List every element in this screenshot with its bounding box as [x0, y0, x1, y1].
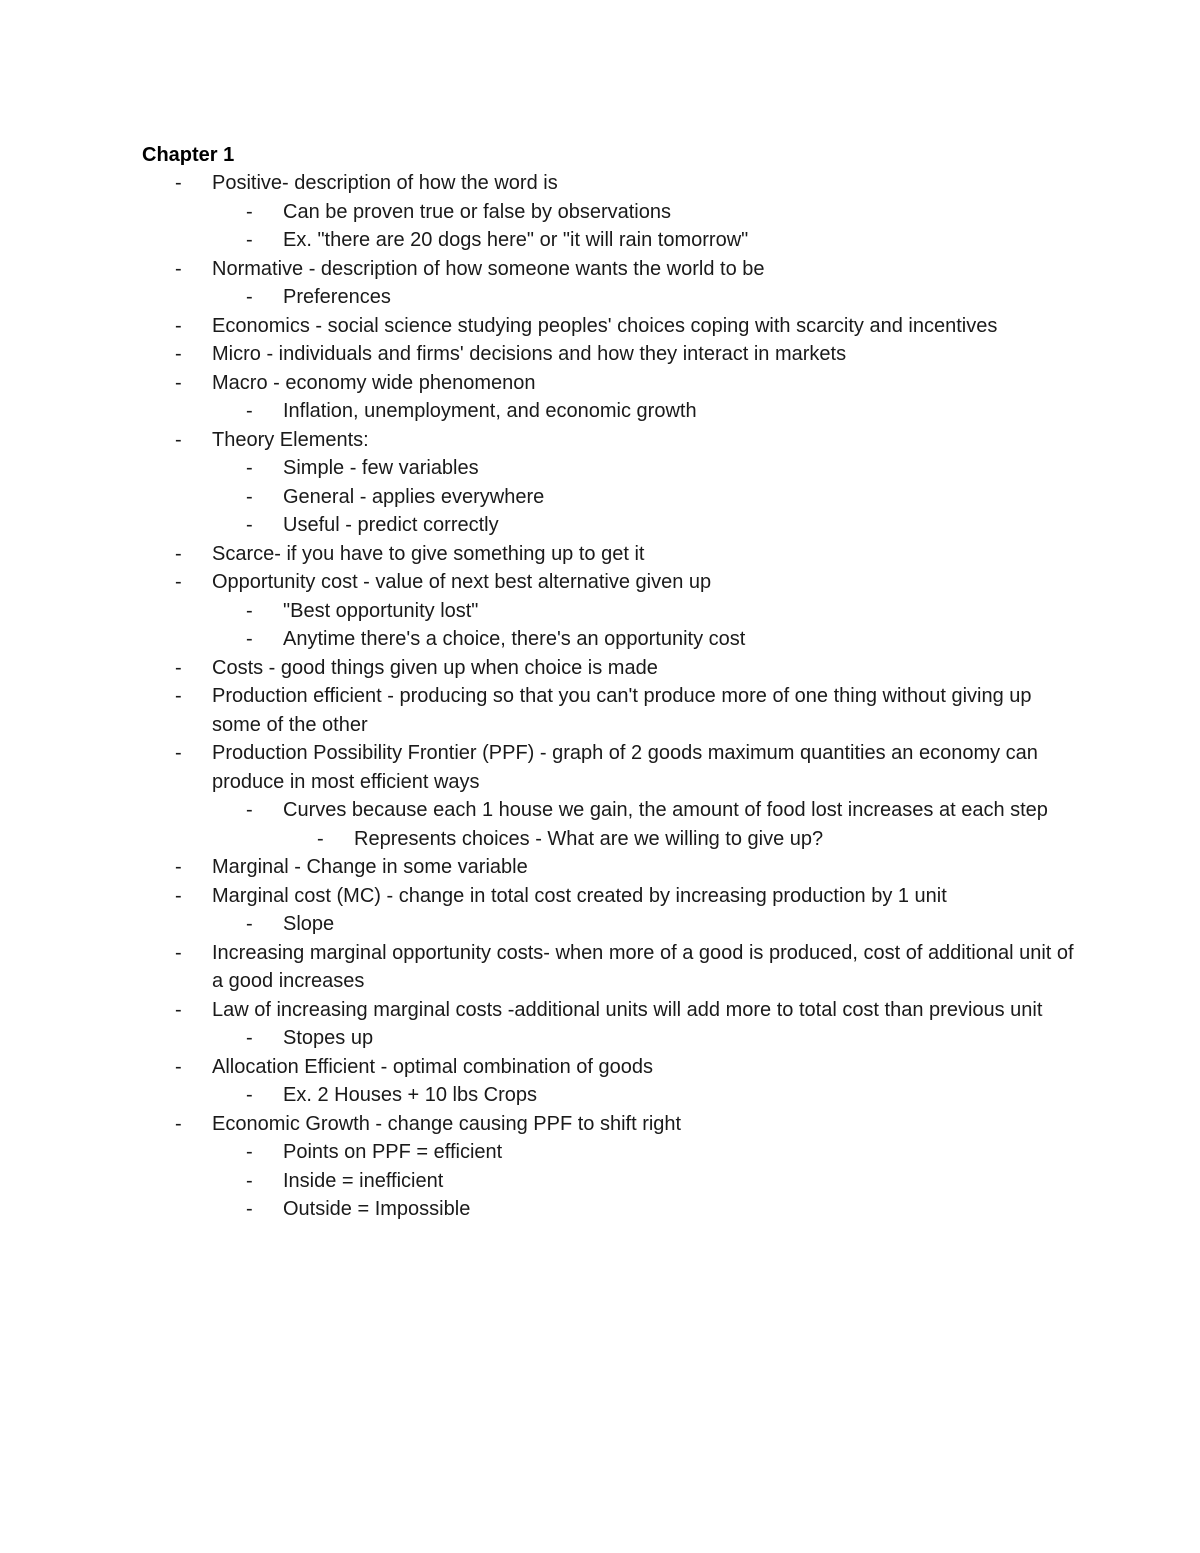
list-item	[142, 454, 1082, 483]
notes-body	[142, 141, 1082, 1224]
list-item-text: Stopes up	[283, 1027, 374, 1049]
list-item-text: Allocation Efficient - optimal combination of goods	[212, 1055, 653, 1078]
list-item-text: Law of increasing marginal costs -additional units will add more to total cost than previous unit	[212, 998, 1043, 1021]
list-item	[142, 312, 1082, 341]
list-item	[142, 340, 1082, 369]
bullet-dash: -	[246, 1198, 253, 1220]
chapter-heading: Chapter 1	[142, 144, 235, 166]
list-item	[142, 1195, 1082, 1224]
list-item	[142, 853, 1082, 882]
list-item	[142, 1167, 1082, 1196]
list-item	[142, 682, 1082, 739]
bullet-dash: -	[246, 514, 253, 536]
bullet-dash: -	[246, 1084, 253, 1106]
list-item-text: Normative - description of how someone wants the world to be	[212, 257, 765, 280]
bullet-dash: -	[175, 428, 182, 451]
bullet-dash: -	[246, 400, 253, 422]
list-item	[142, 1081, 1082, 1110]
list-item	[142, 169, 1082, 198]
bullet-list	[142, 169, 1082, 1224]
bullet-dash: -	[175, 941, 182, 964]
list-item	[142, 1138, 1082, 1167]
list-item-text: Inside = inefficient	[283, 1169, 444, 1192]
list-item-text: Opportunity cost - value of next best alternative given up	[212, 571, 712, 593]
list-item-text: Marginal cost (MC) - change in total cost created by increasing production by 1 unit	[212, 884, 947, 907]
bullet-dash: -	[246, 628, 253, 650]
list-item-text: Curves because each 1 house we gain, the amount of food lost increases at each step	[283, 799, 1048, 821]
bullet-dash: -	[246, 1027, 253, 1049]
bullet-dash: -	[246, 485, 253, 508]
list-item	[142, 739, 1082, 796]
list-item	[142, 597, 1082, 626]
bullet-dash: -	[175, 742, 182, 764]
list-item	[142, 369, 1082, 398]
list-item	[142, 796, 1082, 825]
bullet-dash: -	[175, 343, 182, 365]
list-item	[142, 882, 1082, 911]
list-item	[142, 198, 1082, 227]
bullet-dash: -	[246, 913, 253, 935]
list-item-text: Scarce- if you have to give something up to get it	[212, 542, 645, 565]
list-item-text: Preferences	[283, 286, 391, 308]
list-item	[142, 255, 1082, 284]
bullet-dash: -	[246, 229, 253, 251]
list-item	[142, 540, 1082, 569]
list-item-text: Ex. 2 Houses + 10 lbs Crops	[283, 1084, 538, 1106]
bullet-dash: -	[175, 884, 182, 907]
list-item-text: Theory Elements:	[212, 428, 369, 451]
list-item	[142, 483, 1082, 512]
bullet-dash: -	[175, 542, 182, 565]
list-item	[142, 1053, 1082, 1082]
bullet-dash: -	[175, 172, 182, 194]
bullet-dash: -	[246, 286, 253, 308]
list-item-text: Anytime there's a choice, there's an opportunity cost	[283, 628, 746, 650]
bullet-dash: -	[175, 314, 182, 337]
list-item-text: General - applies everywhere	[283, 485, 545, 508]
list-item	[142, 568, 1082, 597]
bullet-dash: -	[246, 599, 253, 622]
list-item-text: Production efficient - producing so that you can't produce more of one thing without giving up some of the other	[212, 685, 1032, 736]
bullet-dash: -	[175, 257, 182, 280]
list-item	[142, 1110, 1082, 1139]
list-item	[142, 939, 1082, 996]
list-item-text: Points on PPF = efficient	[283, 1141, 503, 1163]
bullet-dash: -	[246, 1141, 253, 1163]
bullet-dash: -	[175, 656, 182, 679]
list-item-text: Micro - individuals and firms' decisions and how they interact in markets	[212, 343, 847, 365]
list-item-text: Increasing marginal opportunity costs- when more of a good is produced, cost of additional unit of a good increases	[212, 941, 1074, 992]
bullet-dash: -	[175, 1055, 182, 1078]
list-item-text: Positive- description of how the word is	[212, 172, 558, 194]
bullet-dash: -	[175, 998, 182, 1021]
list-item	[142, 910, 1082, 939]
list-item-text: Simple - few variables	[283, 457, 479, 479]
list-item-text: Production Possibility Frontier (PPF) - graph of 2 goods maximum quantities an economy can produce in most efficient ways	[212, 742, 1038, 793]
list-item	[142, 1024, 1082, 1053]
bullet-dash: -	[175, 856, 182, 878]
list-item	[142, 397, 1082, 426]
list-item	[142, 625, 1082, 654]
list-item	[142, 226, 1082, 255]
list-item	[142, 426, 1082, 455]
bullet-dash: -	[175, 685, 182, 707]
list-item-text: Useful - predict correctly	[283, 514, 499, 536]
list-item	[142, 825, 1082, 854]
bullet-dash: -	[246, 200, 253, 223]
list-item	[142, 511, 1082, 540]
list-item-text: Inflation, unemployment, and economic growth	[283, 400, 697, 422]
list-item-text: Outside = Impossible	[283, 1198, 471, 1220]
bullet-dash: -	[317, 827, 324, 850]
list-item	[142, 996, 1082, 1025]
bullet-dash: -	[246, 799, 253, 821]
list-item-text: Slope	[283, 913, 335, 935]
bullet-dash: -	[175, 371, 182, 394]
list-item-text: Marginal - Change in some variable	[212, 856, 528, 878]
list-item-text: "Best opportunity lost"	[283, 599, 479, 622]
list-item	[142, 654, 1082, 683]
list-item-text: Economic Growth - change causing PPF to shift right	[212, 1112, 682, 1135]
list-item-text: Costs - good things given up when choice is made	[212, 656, 658, 679]
list-item-text: Economics - social science studying peoples' choices coping with scarcity and incentives	[212, 314, 998, 337]
list-item-text: Represents choices - What are we willing to give up?	[354, 827, 824, 850]
bullet-dash: -	[175, 1112, 182, 1135]
list-item-text: Can be proven true or false by observations	[283, 200, 671, 223]
list-item-text: Macro - economy wide phenomenon	[212, 371, 536, 394]
bullet-dash: -	[246, 1169, 253, 1192]
bullet-dash: -	[246, 457, 253, 479]
bullet-dash: -	[175, 571, 182, 593]
list-item-text: Ex. "there are 20 dogs here" or "it will rain tomorrow"	[283, 229, 749, 251]
list-item	[142, 283, 1082, 312]
